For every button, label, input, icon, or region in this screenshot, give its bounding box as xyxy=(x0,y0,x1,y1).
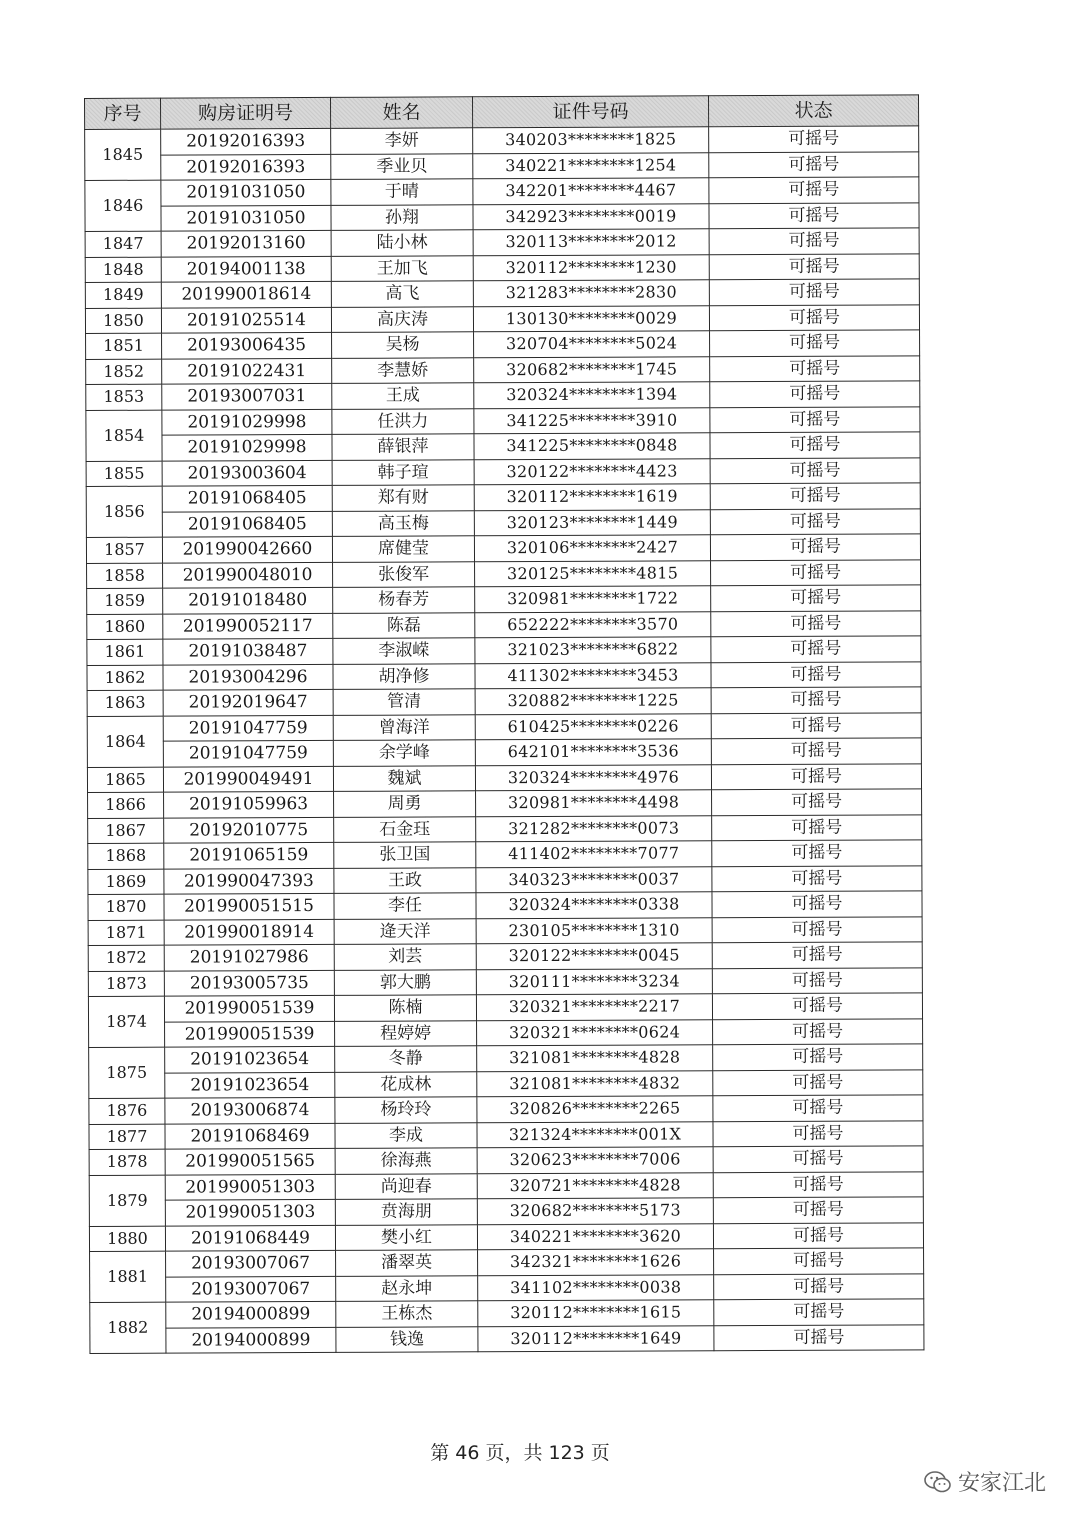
cell-certificate-no: 20191031050 xyxy=(161,205,331,231)
cell-seq: 1845 xyxy=(85,129,161,180)
cell-seq: 1864 xyxy=(87,716,163,767)
cell-certificate-no: 20191029998 xyxy=(162,409,332,435)
cell-id-number: 320123********1449 xyxy=(474,509,710,536)
cell-name: 高飞 xyxy=(331,281,473,307)
cell-seq: 1882 xyxy=(90,1302,166,1353)
cell-certificate-no: 20191022431 xyxy=(162,358,332,384)
cell-name: 赵永坤 xyxy=(336,1275,478,1301)
cell-seq: 1846 xyxy=(85,180,161,231)
table-row xyxy=(87,636,921,665)
table-row xyxy=(85,304,919,333)
cell-name: 程婷婷 xyxy=(335,1020,477,1046)
cell-status: 可摇号 xyxy=(709,202,919,228)
table-row xyxy=(89,1197,923,1226)
cell-name: 徐海燕 xyxy=(335,1148,477,1174)
table-row xyxy=(89,1069,923,1098)
cell-certificate-no: 201990051303 xyxy=(165,1199,335,1225)
cell-status: 可摇号 xyxy=(711,636,921,662)
cell-id-number: 320721********4828 xyxy=(477,1172,713,1199)
cell-name: 刘芸 xyxy=(334,944,476,970)
cell-certificate-no: 201990052117 xyxy=(163,613,333,639)
cell-seq: 1850 xyxy=(85,308,161,334)
cell-id-number: 320623********7006 xyxy=(477,1147,713,1174)
cell-seq: 1860 xyxy=(87,614,163,640)
cell-status: 可摇号 xyxy=(711,738,921,764)
cell-certificate-no: 20191027986 xyxy=(164,944,334,970)
cell-id-number: 320826********2265 xyxy=(477,1096,713,1123)
cell-name: 曾海洋 xyxy=(333,714,475,740)
cell-certificate-no: 201990051565 xyxy=(165,1148,335,1174)
cell-name: 高玉梅 xyxy=(332,510,474,536)
table-row xyxy=(89,1222,923,1251)
cell-certificate-no: 20191068449 xyxy=(165,1225,335,1251)
cell-status: 可摇号 xyxy=(713,1018,923,1044)
table-row xyxy=(89,1171,923,1200)
cell-seq: 1873 xyxy=(88,971,164,997)
cell-name: 张俊军 xyxy=(333,561,475,587)
lottery-eligibility-table xyxy=(84,94,924,1354)
cell-status: 可摇号 xyxy=(714,1324,924,1350)
cell-status: 可摇号 xyxy=(710,381,920,407)
cell-certificate-no: 201990018614 xyxy=(161,281,331,307)
cell-status: 可摇号 xyxy=(713,1095,923,1121)
page-footer: 第 46 页，共 123 页 xyxy=(430,1442,610,1464)
table-row xyxy=(88,993,922,1022)
cell-certificate-no: 20191068405 xyxy=(162,485,332,511)
cell-id-number: 341225********0848 xyxy=(474,433,710,460)
cell-certificate-no: 201990047393 xyxy=(164,868,334,894)
cell-id-number: 320704********5024 xyxy=(474,331,710,358)
cell-id-number: 320682********5173 xyxy=(477,1198,713,1225)
cell-certificate-no: 20192016393 xyxy=(161,128,331,154)
cell-status: 可摇号 xyxy=(711,585,921,611)
cell-name: 王栋杰 xyxy=(336,1301,478,1327)
cell-seq: 1874 xyxy=(88,996,164,1047)
cell-id-number: 320981********4498 xyxy=(476,790,712,817)
cell-id-number: 320324********4976 xyxy=(475,764,711,791)
cell-name: 余学峰 xyxy=(333,740,475,766)
cell-seq: 1849 xyxy=(85,282,161,308)
cell-name: 高庆涛 xyxy=(331,306,473,332)
cell-certificate-no: 20193005735 xyxy=(164,970,334,996)
cell-name: 王成 xyxy=(332,383,474,409)
table-row xyxy=(89,1095,923,1124)
cell-status: 可摇号 xyxy=(711,610,921,636)
table-row xyxy=(88,942,922,971)
cell-seq: 1869 xyxy=(88,869,164,895)
wechat-icon xyxy=(924,1470,952,1494)
cell-id-number: 320112********1619 xyxy=(474,484,710,511)
cell-seq: 1861 xyxy=(87,639,163,665)
cell-name: 孙翔 xyxy=(331,204,473,230)
cell-certificate-no: 20194000899 xyxy=(166,1301,336,1327)
cell-certificate-no: 20192010775 xyxy=(164,817,334,843)
cell-name: 钱逸 xyxy=(336,1326,478,1352)
header-certificate-no: 购房证明号 xyxy=(161,97,331,129)
cell-certificate-no: 20191023654 xyxy=(165,1046,335,1072)
table-row xyxy=(89,1018,923,1047)
table-row xyxy=(90,1299,924,1328)
cell-status: 可摇号 xyxy=(714,1273,924,1299)
cell-id-number: 342923********0019 xyxy=(473,203,709,230)
cell-status: 可摇号 xyxy=(712,789,922,815)
table-row xyxy=(87,610,921,639)
cell-seq: 1858 xyxy=(87,563,163,589)
header-status: 状态 xyxy=(708,95,918,127)
table-row xyxy=(88,967,922,996)
cell-status: 可摇号 xyxy=(712,840,922,866)
cell-certificate-no: 201990051539 xyxy=(164,995,334,1021)
cell-certificate-no: 20193003604 xyxy=(162,460,332,486)
cell-id-number: 320682********1745 xyxy=(474,356,710,383)
cell-name: 吴杨 xyxy=(332,332,474,358)
cell-name: 魏斌 xyxy=(333,765,475,791)
table-row xyxy=(90,1324,924,1353)
cell-seq: 1880 xyxy=(89,1226,165,1252)
cell-name: 张卫国 xyxy=(334,842,476,868)
cell-name: 李成 xyxy=(335,1122,477,1148)
cell-status: 可摇号 xyxy=(711,661,921,687)
cell-id-number: 652222********3570 xyxy=(475,611,711,638)
cell-seq: 1859 xyxy=(87,588,163,614)
table-row xyxy=(86,457,920,486)
cell-certificate-no: 20191038487 xyxy=(163,638,333,664)
cell-seq: 1878 xyxy=(89,1149,165,1175)
table-row xyxy=(86,432,920,461)
cell-name: 石金珏 xyxy=(334,816,476,842)
cell-name: 李淑嵘 xyxy=(333,638,475,664)
table-row xyxy=(85,279,919,308)
cell-status: 可摇号 xyxy=(709,228,919,254)
cell-id-number: 321282********0073 xyxy=(476,815,712,842)
cell-status: 可摇号 xyxy=(709,151,919,177)
table-row xyxy=(86,330,920,359)
cell-name: 薛银萍 xyxy=(332,434,474,460)
document-page xyxy=(84,94,923,1354)
cell-certificate-no: 20191047759 xyxy=(163,715,333,741)
cell-name: 杨春芳 xyxy=(333,587,475,613)
cell-status: 可摇号 xyxy=(709,304,919,330)
cell-id-number: 320111********3234 xyxy=(476,968,712,995)
table-row xyxy=(88,891,922,920)
cell-seq: 1879 xyxy=(89,1175,165,1226)
cell-seq: 1855 xyxy=(86,461,162,487)
cell-name: 逄天洋 xyxy=(334,918,476,944)
header-name: 姓名 xyxy=(330,97,472,129)
cell-seq: 1863 xyxy=(87,690,163,716)
cell-id-number: 320106********2427 xyxy=(474,535,710,562)
cell-certificate-no: 20193004296 xyxy=(163,664,333,690)
table-row xyxy=(85,253,919,282)
cell-certificate-no: 201990051515 xyxy=(164,893,334,919)
cell-seq: 1870 xyxy=(88,894,164,920)
table-row xyxy=(87,687,921,716)
cell-status: 可摇号 xyxy=(709,177,919,203)
cell-id-number: 321283********2830 xyxy=(473,280,709,307)
cell-id-number: 320122********4423 xyxy=(474,458,710,485)
cell-id-number: 341102********0038 xyxy=(478,1274,714,1301)
cell-certificate-no: 201990048010 xyxy=(163,562,333,588)
cell-status: 可摇号 xyxy=(710,432,920,458)
cell-status: 可摇号 xyxy=(714,1248,924,1274)
watermark-text: 安家江北 xyxy=(957,1471,1046,1496)
table-row xyxy=(89,1120,923,1149)
cell-id-number: 340221********3620 xyxy=(477,1223,713,1250)
table-row xyxy=(87,712,921,741)
cell-name: 管清 xyxy=(333,689,475,715)
cell-id-number: 320112********1615 xyxy=(478,1300,714,1327)
cell-certificate-no: 201990042660 xyxy=(162,536,332,562)
table-row xyxy=(87,559,921,588)
cell-status: 可摇号 xyxy=(709,126,919,152)
cell-name: 李妍 xyxy=(331,128,473,154)
cell-seq: 1877 xyxy=(89,1124,165,1150)
cell-name: 郭大鹏 xyxy=(334,969,476,995)
cell-certificate-no: 20193007067 xyxy=(166,1250,336,1276)
table-body xyxy=(85,126,924,1354)
table-row xyxy=(87,661,921,690)
cell-id-number: 230105********1310 xyxy=(476,917,712,944)
cell-name: 季业贝 xyxy=(331,153,473,179)
source-watermark xyxy=(924,1466,1046,1497)
cell-status: 可摇号 xyxy=(713,1044,923,1070)
table-row xyxy=(85,126,919,155)
table-row xyxy=(90,1248,924,1277)
cell-certificate-no: 20191031050 xyxy=(161,179,331,205)
cell-id-number: 342321********1626 xyxy=(478,1249,714,1276)
cell-status: 可摇号 xyxy=(710,330,920,356)
cell-name: 韩子瑄 xyxy=(332,459,474,485)
cell-certificate-no: 20194001138 xyxy=(161,256,331,282)
cell-seq: 1852 xyxy=(86,359,162,385)
cell-certificate-no: 20191047759 xyxy=(163,740,333,766)
table-row xyxy=(86,381,920,410)
cell-certificate-no: 20191018480 xyxy=(163,587,333,613)
cell-id-number: 130130********0029 xyxy=(473,305,709,332)
cell-id-number: 340323********0037 xyxy=(476,866,712,893)
cell-name: 贲海朋 xyxy=(335,1199,477,1225)
cell-status: 可摇号 xyxy=(712,865,922,891)
cell-name: 李慧娇 xyxy=(332,357,474,383)
cell-id-number: 610425********0226 xyxy=(475,713,711,740)
cell-certificate-no: 20191068469 xyxy=(165,1123,335,1149)
cell-status: 可摇号 xyxy=(713,1069,923,1095)
cell-id-number: 320125********4815 xyxy=(475,560,711,587)
table-row xyxy=(86,355,920,384)
table-row xyxy=(88,789,922,818)
cell-status: 可摇号 xyxy=(712,916,922,942)
cell-id-number: 411402********7077 xyxy=(476,841,712,868)
cell-id-number: 320112********1230 xyxy=(473,254,709,281)
table-row xyxy=(89,1044,923,1073)
cell-seq: 1862 xyxy=(87,665,163,691)
table-row xyxy=(86,508,920,537)
table-row xyxy=(85,202,919,231)
header-row xyxy=(85,95,919,130)
cell-status: 可摇号 xyxy=(710,534,920,560)
cell-certificate-no: 20191029998 xyxy=(162,434,332,460)
cell-id-number: 321081********4832 xyxy=(477,1070,713,1097)
cell-id-number: 341225********3910 xyxy=(474,407,710,434)
cell-seq: 1851 xyxy=(86,333,162,359)
cell-name: 于晴 xyxy=(331,179,473,205)
cell-name: 李任 xyxy=(334,893,476,919)
cell-certificate-no: 201990049491 xyxy=(163,766,333,792)
cell-certificate-no: 20193007031 xyxy=(162,383,332,409)
cell-id-number: 340203********1825 xyxy=(473,127,709,154)
table-row xyxy=(85,228,919,257)
cell-status: 可摇号 xyxy=(713,1171,923,1197)
table-header xyxy=(85,95,919,130)
cell-certificate-no: 20194000899 xyxy=(166,1327,336,1353)
cell-seq: 1868 xyxy=(88,843,164,869)
cell-name: 杨玲玲 xyxy=(335,1097,477,1123)
cell-status: 可摇号 xyxy=(710,508,920,534)
cell-id-number: 320113********2012 xyxy=(473,229,709,256)
cell-name: 陆小林 xyxy=(331,230,473,256)
cell-status: 可摇号 xyxy=(712,891,922,917)
cell-seq: 1867 xyxy=(88,818,164,844)
cell-name: 任洪力 xyxy=(332,408,474,434)
cell-seq: 1875 xyxy=(89,1047,165,1098)
cell-status: 可摇号 xyxy=(713,1146,923,1172)
cell-id-number: 411302********3453 xyxy=(475,662,711,689)
cell-certificate-no: 201990051303 xyxy=(165,1174,335,1200)
cell-seq: 1853 xyxy=(86,384,162,410)
cell-seq: 1881 xyxy=(90,1251,166,1302)
cell-certificate-no: 201990051539 xyxy=(165,1021,335,1047)
cell-name: 郑有财 xyxy=(332,485,474,511)
table-row xyxy=(88,840,922,869)
cell-status: 可摇号 xyxy=(710,483,920,509)
table-row xyxy=(86,483,920,512)
cell-certificate-no: 20193007067 xyxy=(166,1276,336,1302)
cell-status: 可摇号 xyxy=(709,279,919,305)
cell-name: 尚迎春 xyxy=(335,1173,477,1199)
cell-certificate-no: 20191025514 xyxy=(161,307,331,333)
cell-id-number: 320122********0045 xyxy=(476,943,712,970)
cell-certificate-no: 20192013160 xyxy=(161,230,331,256)
header-id-number: 证件号码 xyxy=(472,96,708,128)
cell-id-number: 321081********4828 xyxy=(477,1045,713,1072)
cell-id-number: 320112********1649 xyxy=(478,1325,714,1352)
cell-certificate-no: 20192019647 xyxy=(163,689,333,715)
cell-status: 可摇号 xyxy=(712,993,922,1019)
table-row xyxy=(88,865,922,894)
table-row xyxy=(86,406,920,435)
cell-status: 可摇号 xyxy=(711,712,921,738)
cell-status: 可摇号 xyxy=(710,406,920,432)
table-row xyxy=(88,916,922,945)
cell-certificate-no: 20193006874 xyxy=(165,1097,335,1123)
cell-seq: 1847 xyxy=(85,231,161,257)
cell-seq: 1866 xyxy=(88,792,164,818)
cell-seq: 1856 xyxy=(86,486,162,537)
cell-certificate-no: 20191065159 xyxy=(164,842,334,868)
table-row xyxy=(85,151,919,180)
cell-id-number: 320324********0338 xyxy=(476,892,712,919)
cell-seq: 1871 xyxy=(88,920,164,946)
cell-name: 周勇 xyxy=(334,791,476,817)
cell-status: 可摇号 xyxy=(712,942,922,968)
cell-certificate-no: 20191059963 xyxy=(164,791,334,817)
table-row xyxy=(89,1146,923,1175)
cell-status: 可摇号 xyxy=(711,687,921,713)
cell-id-number: 320981********1722 xyxy=(475,586,711,613)
cell-certificate-no: 20191068405 xyxy=(162,511,332,537)
cell-status: 可摇号 xyxy=(713,1222,923,1248)
cell-status: 可摇号 xyxy=(710,355,920,381)
cell-id-number: 642101********3536 xyxy=(475,739,711,766)
cell-seq: 1854 xyxy=(86,410,162,461)
cell-certificate-no: 201990018914 xyxy=(164,919,334,945)
cell-name: 樊小红 xyxy=(335,1224,477,1250)
cell-name: 王加飞 xyxy=(331,255,473,281)
cell-id-number: 320321********2217 xyxy=(476,994,712,1021)
cell-status: 可摇号 xyxy=(712,814,922,840)
cell-status: 可摇号 xyxy=(709,253,919,279)
cell-certificate-no: 20191023654 xyxy=(165,1072,335,1098)
table-row xyxy=(88,814,922,843)
cell-name: 陈磊 xyxy=(333,612,475,638)
cell-name: 席健莹 xyxy=(332,536,474,562)
cell-id-number: 321324********001X xyxy=(477,1121,713,1148)
cell-seq: 1848 xyxy=(85,257,161,283)
cell-id-number: 321023********6822 xyxy=(475,637,711,664)
cell-id-number: 342201********4467 xyxy=(473,178,709,205)
cell-certificate-no: 20192016393 xyxy=(161,154,331,180)
cell-name: 冬静 xyxy=(335,1046,477,1072)
table-row xyxy=(87,585,921,614)
table-row xyxy=(87,738,921,767)
cell-status: 可摇号 xyxy=(713,1197,923,1223)
table-row xyxy=(90,1273,924,1302)
cell-id-number: 340221********1254 xyxy=(473,152,709,179)
cell-id-number: 320321********0624 xyxy=(477,1019,713,1046)
cell-status: 可摇号 xyxy=(710,457,920,483)
cell-name: 陈楠 xyxy=(334,995,476,1021)
cell-status: 可摇号 xyxy=(714,1299,924,1325)
cell-name: 潘翠英 xyxy=(336,1250,478,1276)
cell-certificate-no: 20193006435 xyxy=(162,332,332,358)
cell-status: 可摇号 xyxy=(713,1120,923,1146)
cell-status: 可摇号 xyxy=(712,967,922,993)
header-seq: 序号 xyxy=(85,98,161,129)
table-row xyxy=(86,534,920,563)
cell-seq: 1876 xyxy=(89,1098,165,1124)
cell-seq: 1872 xyxy=(88,945,164,971)
cell-name: 胡净修 xyxy=(333,663,475,689)
cell-status: 可摇号 xyxy=(711,763,921,789)
cell-seq: 1857 xyxy=(86,537,162,563)
table-row xyxy=(87,763,921,792)
cell-name: 王政 xyxy=(334,867,476,893)
table-row xyxy=(85,177,919,206)
cell-seq: 1865 xyxy=(87,767,163,793)
cell-id-number: 320324********1394 xyxy=(474,382,710,409)
cell-name: 花成林 xyxy=(335,1071,477,1097)
cell-id-number: 320882********1225 xyxy=(475,688,711,715)
cell-status: 可摇号 xyxy=(711,559,921,585)
